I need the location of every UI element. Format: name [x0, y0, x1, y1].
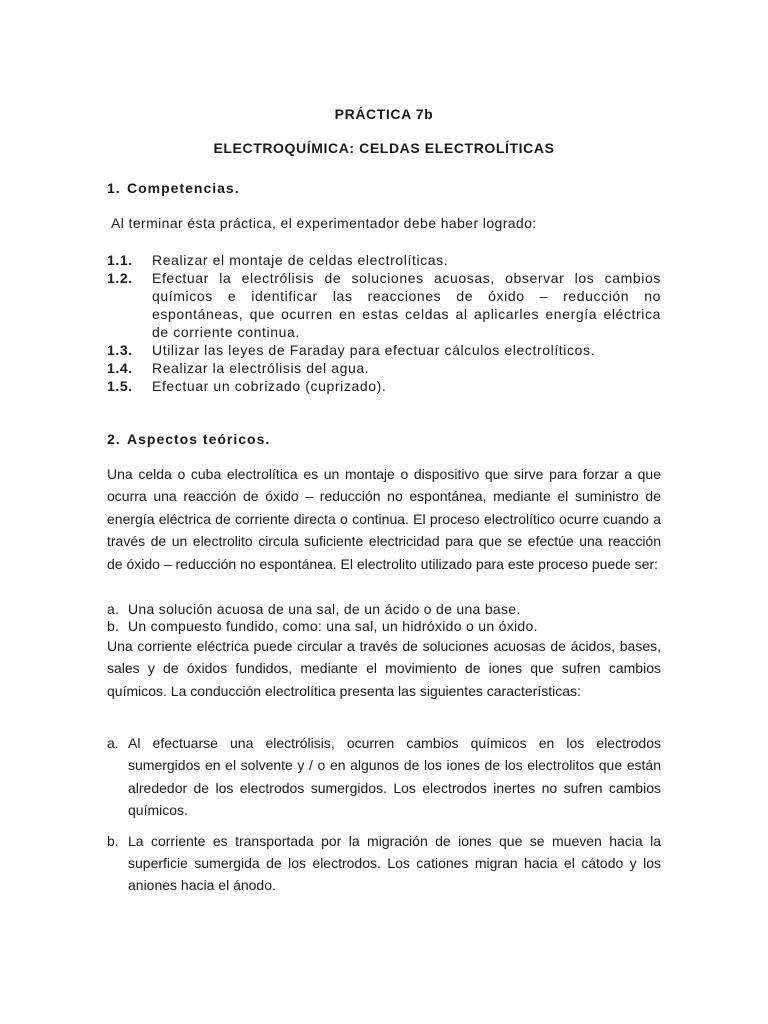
item-marker: b. — [107, 832, 119, 849]
item-number: 1.1. — [107, 252, 133, 268]
item-number: 1.2. — [107, 270, 133, 286]
item-text: Realizar el montaje de celdas electrolíticas. — [152, 252, 449, 268]
section-2-title: Aspectos teóricos. — [127, 431, 271, 447]
item-text: Efectuar la electrólisis de soluciones acuosas, observar los cambios químicos e identificar las reacciones de óxido – reducción no espontáneas, que ocurren en estas celdas al aplicarles energía eléctrica de corriente continua. — [152, 270, 661, 340]
list-item — [107, 269, 661, 341]
list-item — [107, 341, 661, 359]
list-item — [107, 377, 661, 395]
section-2-number: 2. — [107, 431, 121, 447]
item-text: Un compuesto fundido, como: una sal, un hidróxido o un óxido. — [128, 618, 538, 634]
item-marker: b. — [107, 618, 120, 634]
section-1-heading — [107, 180, 240, 196]
item-text: Efectuar un cobrizado (cuprizado). — [152, 378, 387, 394]
electrolyte-types-list — [107, 601, 661, 635]
characteristics-list — [107, 732, 661, 905]
item-number: 1.3. — [107, 342, 133, 358]
section-2-paragraph-2: Una corriente eléctrica puede circular a través de soluciones acuosas de ácidos, bases, sales y de óxidos fundidos, mediante el movimiento de iones que sufren cambios químicos. La conducción electrolítica presenta las siguientes características: — [107, 638, 661, 699]
item-text: Utilizar las leyes de Faraday para efectuar cálculos electrolíticos. — [152, 342, 596, 358]
section-2-paragraph-1: Una celda o cuba electrolítica es un montaje o dispositivo que sirve para forzar a que ocurra una reacción de óxido – reducción no espontánea, mediante el suministro de energía eléctrica de corriente directa o continua. El proceso electrolítico ocurre cuando a través de un electrolito circula suficiente electricidad para que se efectúe una reacción de óxido – reducción no espontánea. El electrolito utilizado para este proceso puede ser: — [107, 466, 661, 572]
list-item — [107, 251, 661, 269]
competencies-list — [107, 251, 661, 395]
list-item — [107, 601, 661, 618]
item-marker: a. — [107, 735, 119, 751]
item-marker: a. — [107, 601, 120, 617]
list-item — [107, 359, 661, 377]
item-number: 1.4. — [107, 360, 133, 376]
list-item — [107, 732, 661, 822]
list-item — [107, 830, 661, 897]
section-2-heading — [107, 431, 270, 447]
item-text: La corriente es transportada por la migración de iones que se mueven hacia la superficie sumergida de los electrodos. Los cationes migran hacia el cátodo y los aniones hacia el ánodo. — [128, 832, 661, 894]
practice-number: PRÁCTICA 7b — [334, 106, 434, 122]
item-number: 1.5. — [107, 378, 133, 394]
item-text: Realizar la electrólisis del agua. — [152, 360, 370, 376]
item-text: Al efectuarse una electrólisis, ocurren cambios químicos en los electrodos sumergidos en el solvente y / o en algunos de los iones de los electrolitos que están alrededor de los electrodos sumergidos. Los electrodos inertes no sufren cambios químicos. — [128, 735, 661, 819]
list-item — [107, 618, 661, 635]
section-1-intro: Al terminar ésta práctica, el experimentador debe haber logrado: — [111, 215, 537, 231]
section-1-title: Competencias. — [127, 180, 240, 196]
page-title: ELECTROQUÍMICA: CELDAS ELECTROLÍTICAS — [213, 140, 555, 156]
item-text: Una solución acuosa de una sal, de un ácido o de una base. — [128, 601, 521, 617]
section-1-number: 1. — [107, 180, 121, 196]
